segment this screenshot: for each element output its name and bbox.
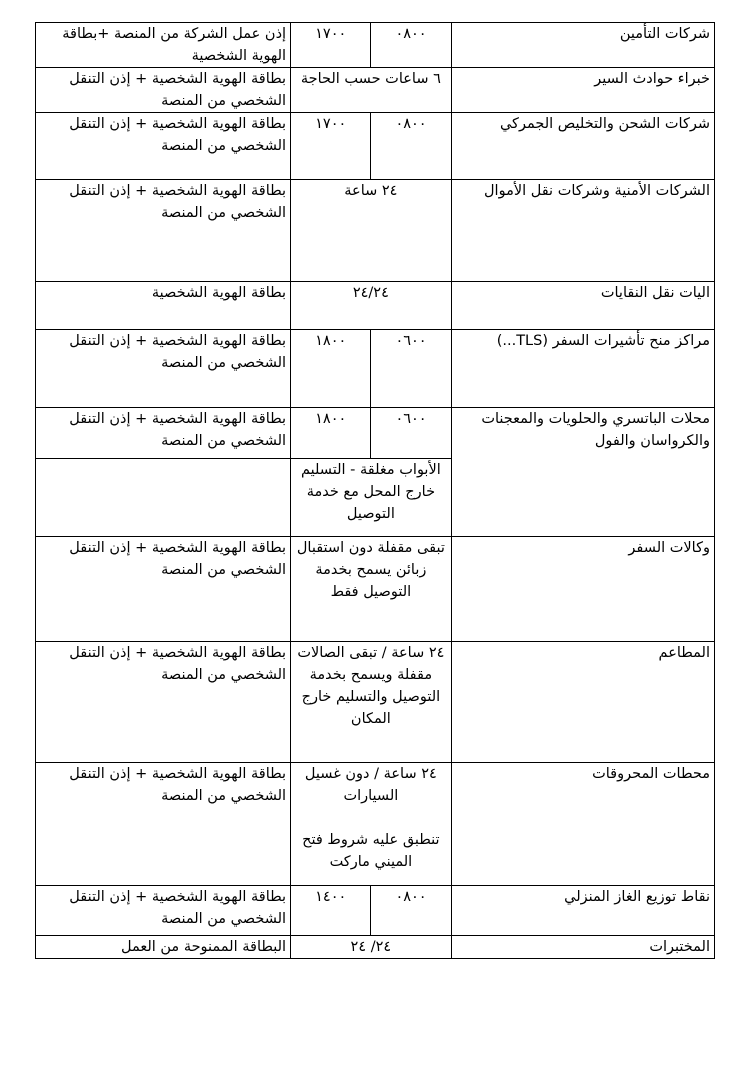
table-row [36,68,715,113]
table-row [36,408,715,459]
table-row [36,180,715,282]
category-cell: الشركات الأمنية وشركات نقل الأموال [451,180,714,282]
category-cell: خبراء حوادث السير [451,68,714,113]
documents-cell: بطاقة الهوية الشخصية + إذن التنقل الشخصي من المنصة [36,642,291,763]
delivery-note-cell: الأبواب مغلقة - التسليم خارج المحل مع خدمة التوصيل [291,459,452,537]
open-time-cell: ٠٨٠٠ [371,886,451,936]
documents-cell: بطاقة الهوية الشخصية + إذن التنقل الشخصي من المنصة [36,886,291,936]
category-cell: المختبرات [451,936,714,959]
category-cell: شركات التأمين [451,23,714,68]
hours-cell: ٢٤/٢٤ [291,282,452,330]
hours-cell: ٦ ساعات حسب الحاجة [291,68,452,113]
hours-cell [291,763,452,886]
empty-cell [36,459,291,537]
table-row [36,330,715,408]
hours-cell: تبقى مقفلة دون استقبال زبائن يسمح بخدمة التوصيل فقط [291,537,452,642]
documents-cell: بطاقة الهوية الشخصية + إذن التنقل الشخصي من المنصة [36,180,291,282]
hours-text: ٢٤ ساعة / دون غسيل السيارات [304,766,437,804]
table-row [36,537,715,642]
table-row [36,936,715,959]
category-cell: محلات الباتسري والحلويات والمعجنات والكرواسان والفول [451,408,714,537]
category-cell: محطات المحروقات [451,763,714,886]
category-cell: المطاعم [451,642,714,763]
documents-cell: بطاقة الهوية الشخصية + إذن التنقل الشخصي من المنصة [36,408,291,459]
documents-cell: البطاقة الممنوحة من العمل [36,936,291,959]
category-cell: نقاط توزيع الغاز المنزلي [451,886,714,936]
category-cell: شركات الشحن والتخليص الجمركي [451,113,714,180]
close-time-cell: ١٧٠٠ [291,113,371,180]
close-time-cell: ١٨٠٠ [291,408,371,459]
documents-cell: إذن عمل الشركة من المنصة +بطاقة الهوية الشخصية [36,23,291,68]
close-time-cell: ١٨٠٠ [291,330,371,408]
close-time-cell: ١٧٠٠ [291,23,371,68]
table-row [36,23,715,68]
open-time-cell: ٠٦٠٠ [371,330,451,408]
documents-cell: بطاقة الهوية الشخصية + إذن التنقل الشخصي من المنصة [36,537,291,642]
hours-cell: ٢٤/ ٢٤ [291,936,452,959]
open-time-cell: ٠٦٠٠ [371,408,451,459]
hours-extra-text: تنطبق عليه شروط فتح الميني ماركت [302,832,440,870]
category-cell: وكالات السفر [451,537,714,642]
documents-cell: بطاقة الهوية الشخصية + إذن التنقل الشخصي من المنصة [36,763,291,886]
table-row [36,282,715,330]
open-time-cell: ٠٨٠٠ [371,23,451,68]
category-cell: مراكز منح تأشيرات السفر (TLS...) [451,330,714,408]
table-row [36,642,715,763]
documents-cell: بطاقة الهوية الشخصية + إذن التنقل الشخصي من المنصة [36,113,291,180]
documents-cell: بطاقة الهوية الشخصية + إذن التنقل الشخصي من المنصة [36,68,291,113]
permits-table [35,22,715,959]
hours-cell: ٢٤ ساعة [291,180,452,282]
table-row [36,763,715,886]
open-time-cell: ٠٨٠٠ [371,113,451,180]
documents-cell: بطاقة الهوية الشخصية + إذن التنقل الشخصي من المنصة [36,330,291,408]
hours-cell: ٢٤ ساعة / تبقى الصالات مقفلة ويسمح بخدمة التوصيل والتسليم خارج المكان [291,642,452,763]
category-cell: اليات نقل النقايات [451,282,714,330]
table-row [36,886,715,936]
table-row [36,113,715,180]
documents-cell: بطاقة الهوية الشخصية [36,282,291,330]
close-time-cell: ١٤٠٠ [291,886,371,936]
